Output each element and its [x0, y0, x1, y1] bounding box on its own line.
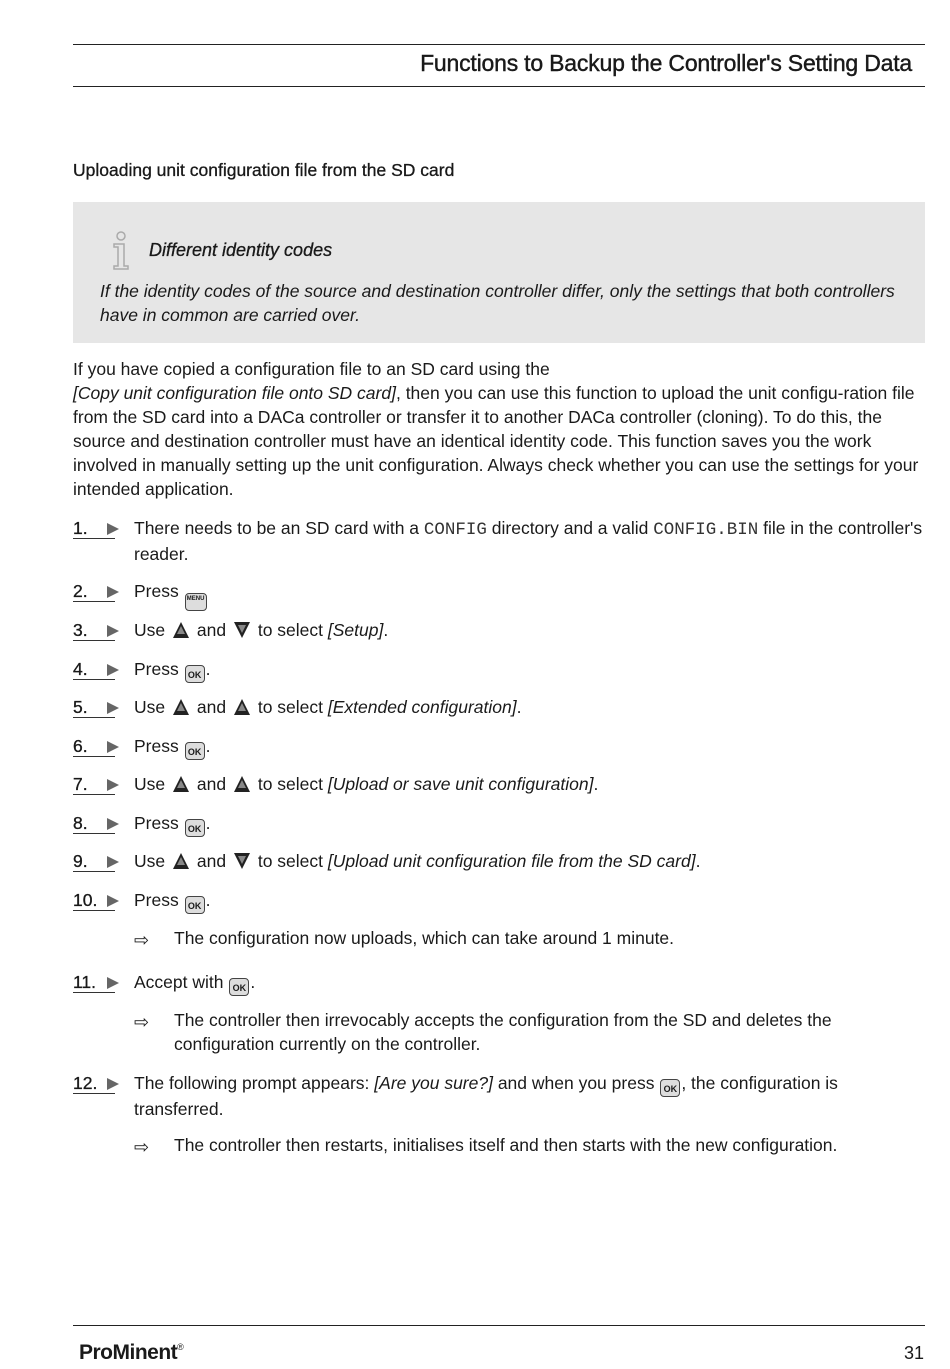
step-text	[134, 1071, 924, 1121]
arrow-up-key-icon	[172, 852, 190, 870]
arrow-up-key-icon	[172, 621, 190, 639]
step-and: and	[196, 697, 227, 717]
step-text	[134, 811, 924, 837]
step-underline	[73, 910, 115, 911]
ok-key-icon: OK	[229, 978, 249, 996]
note-text: If the identity codes of the source and destination controller differ, only the settings that both controllers have in common are carried over.	[100, 281, 895, 325]
arrow-up-key-icon	[172, 775, 190, 793]
step-text	[134, 772, 924, 796]
step-number: 10.	[73, 890, 98, 910]
info-icon	[109, 231, 133, 271]
step-end: .	[205, 736, 211, 756]
step-text	[134, 849, 924, 873]
brand-logo	[79, 1341, 183, 1365]
step-text-a: Press	[134, 659, 179, 679]
result-arrow-icon: ⇨	[134, 1012, 150, 1032]
step-number: 8.	[73, 813, 88, 833]
step-number: 2.	[73, 581, 88, 601]
step-text-a: Press	[134, 581, 179, 601]
step-text-a: Use	[134, 774, 166, 794]
step-arrow-icon	[107, 977, 121, 991]
arrow-down-key-icon	[233, 621, 251, 639]
ok-key-icon: OK	[185, 819, 205, 837]
result-arrow-icon: ⇨	[134, 1137, 150, 1157]
step-text-b: directory and a valid	[486, 518, 654, 538]
page-number: 31	[903, 1343, 924, 1363]
step-arrow-icon	[107, 625, 121, 639]
step-arrow-icon	[107, 664, 121, 678]
step-underline	[73, 871, 115, 872]
step-number: 11.	[73, 972, 97, 992]
header-rule-top	[73, 44, 925, 45]
step-underline	[73, 756, 115, 757]
step-text	[134, 695, 924, 719]
menu-key-icon: MENU	[185, 593, 207, 611]
step-underline	[73, 640, 115, 641]
intro-rest: , then you can use this function to upload the unit configu-ration file from the SD card into a DACa controller or transfer it to another DACa controller (cloning). To do this, the source and destination controller must have an identical identity code. This function saves you the work involved in manually setting up the unit configuration. Always check whether you can use the settings for your intended application.	[73, 383, 919, 499]
registered-mark: ®	[177, 1342, 184, 1352]
ok-key-icon: OK	[185, 665, 205, 683]
step-underline	[73, 992, 115, 993]
step-end: .	[383, 620, 389, 640]
step-text-c: file in the controller's reader.	[134, 518, 923, 564]
step-text	[134, 734, 924, 760]
intro-link-reference: [Copy unit configuration file onto SD card]	[73, 383, 396, 403]
result-text: The controller then restarts, initialises itself and then starts with the new configuration.	[174, 1135, 838, 1155]
step-underline	[73, 833, 115, 834]
menu-target: [Upload unit configuration file from the SD card]	[327, 851, 696, 871]
step-arrow-icon	[107, 702, 121, 716]
intro-paragraph	[73, 357, 933, 501]
arrow-down-key-icon	[233, 852, 251, 870]
step-underline	[73, 538, 115, 539]
result-text: The configuration now uploads, which can take around 1 minute.	[174, 928, 675, 948]
section-heading: Uploading unit configuration file from the SD card	[73, 160, 455, 180]
result-arrow-icon: ⇨	[134, 930, 150, 950]
step-text-b: and when you press	[492, 1073, 660, 1093]
code-config-bin: CONFIG.BIN	[653, 520, 759, 540]
step-text-a: Use	[134, 620, 166, 640]
step-end: .	[205, 659, 211, 679]
step-number: 1.	[73, 518, 88, 538]
step-text-a: Press	[134, 813, 179, 833]
step-end: .	[695, 851, 701, 871]
step-end: .	[250, 972, 256, 992]
ok-key-icon: OK	[660, 1079, 680, 1097]
step-to: to select	[257, 851, 328, 871]
step-text-a: Use	[134, 697, 166, 717]
step-text	[134, 657, 924, 683]
step-number: 12.	[73, 1073, 98, 1093]
step-to: to select	[257, 697, 328, 717]
step-underline	[73, 794, 115, 795]
menu-target: [Upload or save unit configuration]	[327, 774, 594, 794]
brand-name: ProMinent	[79, 1341, 178, 1364]
step-arrow-icon	[107, 856, 121, 870]
step-text-a: Use	[134, 851, 166, 871]
ok-key-icon: OK	[185, 742, 205, 760]
arrow-up-key-icon	[233, 698, 251, 716]
step-arrow-icon	[107, 779, 121, 793]
header-rule-bottom	[73, 86, 925, 87]
page-title: Functions to Backup the Controller's Setting Data	[420, 50, 912, 76]
step-to: to select	[257, 620, 328, 640]
step-number: 9.	[73, 851, 88, 871]
prompt-text: [Are you sure?]	[374, 1073, 493, 1093]
step-and: and	[196, 620, 227, 640]
step-text	[134, 970, 924, 996]
note-title: Different identity codes	[149, 240, 333, 260]
step-number: 5.	[73, 697, 88, 717]
step-text-a: Press	[134, 890, 179, 910]
menu-target: [Setup]	[327, 620, 384, 640]
step-and: and	[196, 774, 227, 794]
step-underline	[73, 717, 115, 718]
step-end: .	[205, 813, 211, 833]
step-text-a: Accept with	[134, 972, 224, 992]
step-number: 4.	[73, 659, 88, 679]
result-text: The controller then irrevocably accepts the configuration from the SD and deletes the configuration currently on the controller.	[174, 1010, 832, 1054]
step-arrow-icon	[107, 523, 121, 537]
step-underline	[73, 601, 115, 602]
step-underline	[73, 679, 115, 680]
step-text	[134, 888, 924, 914]
step-arrow-icon	[107, 895, 121, 909]
step-arrow-icon	[107, 1078, 121, 1092]
ok-key-icon: OK	[185, 896, 205, 914]
menu-target: [Extended configuration]	[327, 697, 517, 717]
step-text-a: There needs to be an SD card with a	[134, 518, 424, 538]
arrow-up-key-icon	[172, 698, 190, 716]
step-text	[134, 618, 924, 642]
step-end: .	[516, 697, 522, 717]
step-number: 3.	[73, 620, 88, 640]
step-arrow-icon	[107, 741, 121, 755]
code-config-dir: CONFIG	[423, 520, 487, 540]
step-end: .	[593, 774, 599, 794]
step-arrow-icon	[107, 818, 121, 832]
step-to: to select	[257, 774, 328, 794]
step-text	[134, 516, 924, 566]
step-arrow-icon	[107, 586, 121, 600]
step-underline	[73, 1093, 115, 1094]
step-end: .	[205, 890, 211, 910]
step-text	[134, 579, 924, 611]
footer-rule	[73, 1325, 925, 1326]
step-text-a: The following prompt appears:	[134, 1073, 375, 1093]
intro-line: If you have copied a configuration file to an SD card using the	[73, 359, 550, 379]
step-number: 6.	[73, 736, 88, 756]
step-text-a: Press	[134, 736, 179, 756]
step-text-c: , the configuration is transferred.	[134, 1073, 838, 1119]
arrow-up-key-icon	[233, 775, 251, 793]
step-and: and	[196, 851, 227, 871]
step-number: 7.	[73, 774, 88, 794]
